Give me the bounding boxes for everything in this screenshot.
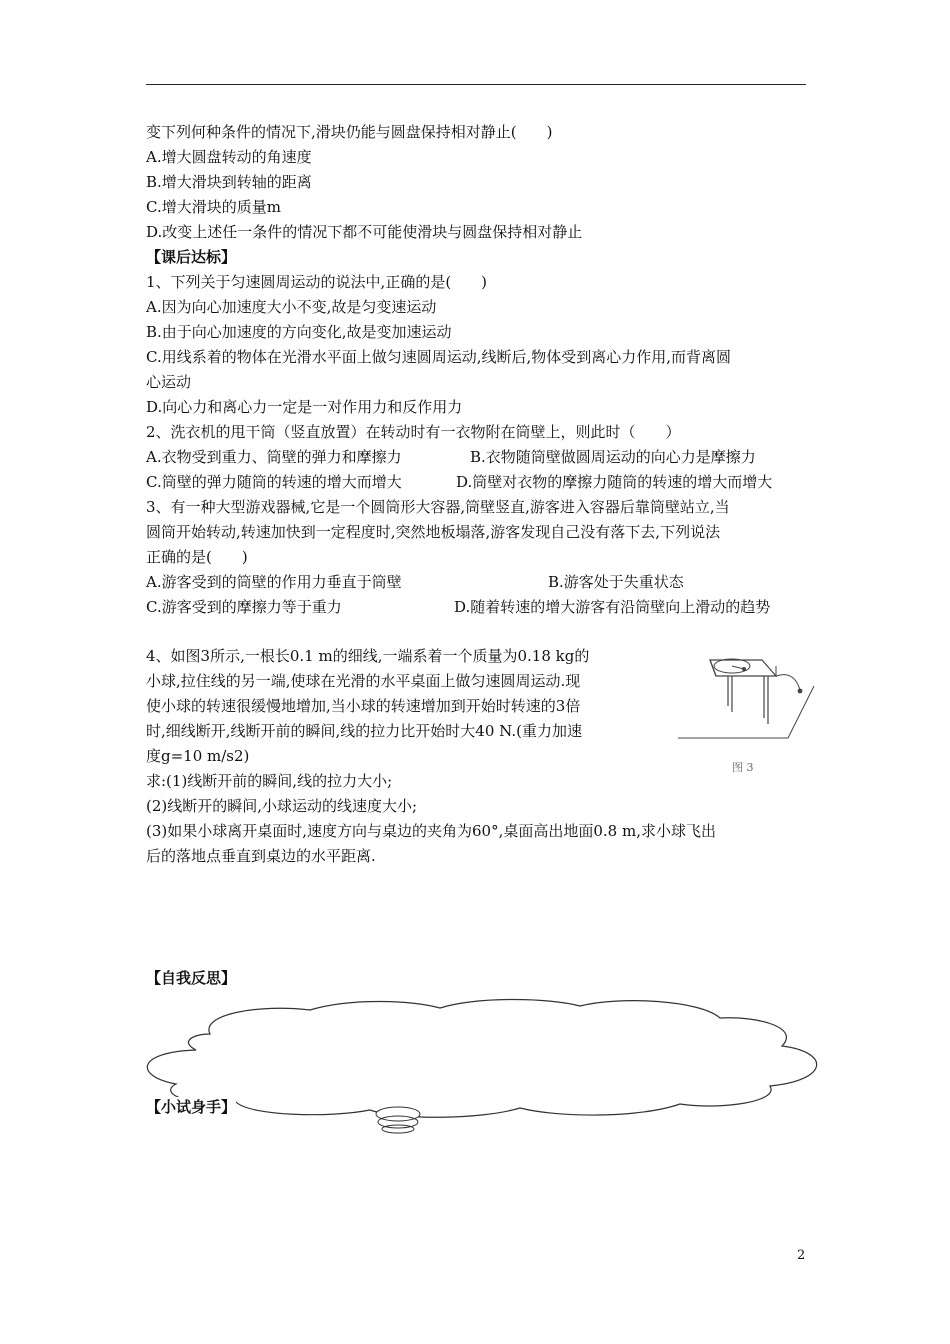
q3-stem-line1: 3、有一种大型游戏器械,它是一个圆筒形大容器,筒壁竖直,游客进入容器后靠筒壁站立,当: [146, 498, 730, 516]
q4-stem-line3: 使小球的转速很缓慢地增加,当小球的转速增加到开始时转速的3倍: [146, 697, 581, 715]
q4-stem-line5: 度g=10 m/s2): [146, 747, 250, 765]
q1-option-b: B.由于向心加速度的方向变化,故是变加速运动: [146, 323, 452, 341]
q1-stem: 1、下列关于匀速圆周运动的说法中,正确的是( ): [146, 273, 488, 291]
prev-option-b: B.增大滑块到转轴的距离: [146, 173, 312, 191]
q4-part2: (2)线断开的瞬间,小球运动的线速度大小;: [146, 797, 418, 815]
prev-option-c: C.增大滑块的质量m: [146, 198, 281, 216]
prev-option-a: A.增大圆盘转动的角速度: [146, 148, 312, 166]
section-after-class-heading: 【课后达标】: [146, 248, 237, 266]
q3-option-a: A.游客受到的筒壁的作用力垂直于筒壁: [146, 573, 402, 591]
q4-stem-line2: 小球,拉住线的另一端,使球在光滑的水平桌面上做匀速圆周运动.现: [146, 672, 581, 690]
q3-option-b: B.游客处于失重状态: [548, 573, 684, 591]
q2-option-c: C.筒壁的弹力随筒的转速的增大而增大: [146, 473, 402, 491]
q4-stem-line4: 时,细线断开,线断开前的瞬间,线的拉力比开始时大40 N.(重力加速: [146, 722, 582, 740]
q4-stem-line1: 4、如图3所示,一根长0.1 m的细线,一端系着一个质量为0.18 kg的: [146, 647, 590, 665]
q2-option-a: A.衣物受到重力、筒壁的弹力和摩擦力: [146, 448, 402, 466]
reflection-thought-cloud: [140, 994, 820, 1144]
q4-part3-line2: 后的落地点垂直到桌边的水平距离.: [146, 847, 376, 865]
q3-option-c: C.游客受到的摩擦力等于重力: [146, 598, 342, 616]
q3-option-d: D.随着转速的增大游客有沿筒壁向上滑动的趋势: [454, 598, 771, 616]
page-number: 2: [797, 1248, 806, 1263]
q1-option-a: A.因为向心加速度大小不变,故是匀变速运动: [146, 298, 437, 316]
section-try-heading: 【小试身手】: [146, 1098, 237, 1116]
q4-part3-line1: (3)如果小球离开桌面时,速度方向与桌边的夹角为60°,桌面高出地面0.8 m,求小球飞出: [146, 822, 716, 840]
q3-stem-line3: 正确的是( ): [146, 548, 248, 566]
prev-question-stem: 变下列何种条件的情况下,滑块仍能与圆盘保持相对静止( ): [146, 123, 553, 141]
prev-option-d: D.改变上述任一条件的情况下都不可能使滑块与圆盘保持相对静止: [146, 223, 583, 241]
header-rule: [146, 84, 806, 85]
q1-option-c-line2: 心运动: [146, 373, 192, 391]
figure-3-table-diagram: [676, 646, 816, 746]
section-reflection-heading: 【自我反思】: [146, 969, 237, 987]
q1-option-c-line1: C.用线系着的物体在光滑水平面上做匀速圆周运动,线断后,物体受到离心力作用,而背离圆: [146, 348, 732, 366]
q4-part1: 求:(1)线断开前的瞬间,线的拉力大小;: [146, 772, 393, 790]
figure-3-caption: 图 3: [732, 761, 754, 774]
q3-stem-line2: 圆筒开始转动,转速加快到一定程度时,突然地板塌落,游客发现自己没有落下去,下列说法: [146, 523, 721, 541]
q2-option-b: B.衣物随筒壁做圆周运动的向心力是摩擦力: [470, 448, 756, 466]
q1-option-d: D.向心力和离心力一定是一对作用力和反作用力: [146, 398, 463, 416]
q2-stem: 2、洗衣机的甩干筒（竖直放置）在转动时有一衣物附在筒壁上，则此时（ ）: [146, 423, 681, 441]
q2-option-d: D.筒壁对衣物的摩擦力随筒的转速的增大而增大: [456, 473, 773, 491]
